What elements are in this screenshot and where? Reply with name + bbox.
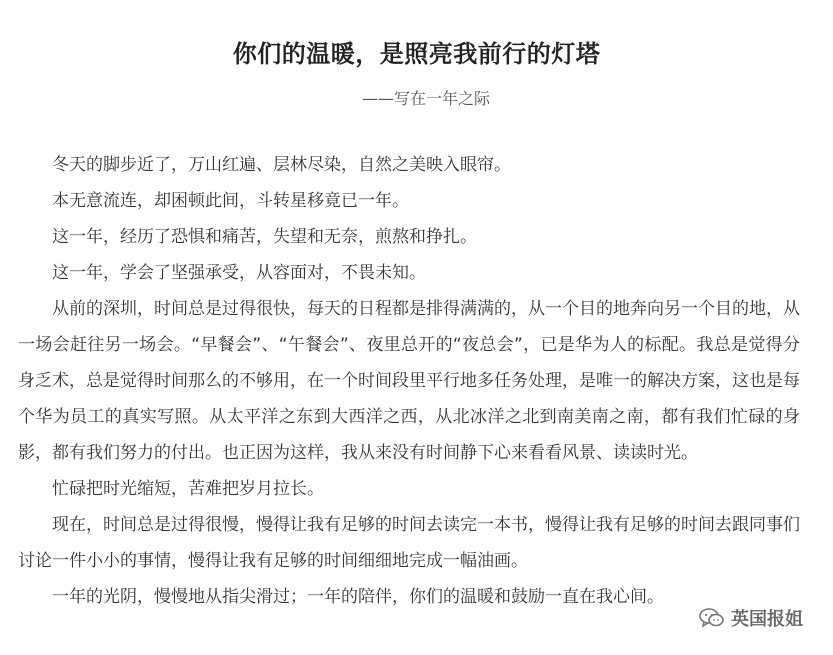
article-body xyxy=(18,147,800,615)
watermark xyxy=(695,603,807,633)
paragraph: 现在，时间总是过得很慢，慢得让我有足够的时间去读完一本书，慢得让我有足够的时间去跟同事们讨论一件小小的事情，慢得让我有足够的时间细细地完成一幅油画。 xyxy=(18,515,800,571)
paragraph: 从前的深圳，时间总是过得很快，每天的日程都是排得满满的，从一个目的地奔向另一个目的地，从一场会赶往另一场会。“早餐会”、“午餐会”、夜里总开的“夜总会”，已是华为人的标配。我总是觉得分身乏术，总是觉得时间那么的不够用，在一个时间段里平行地多任务处理，是唯一的解决方案，这也是每个华为员工的真实写照。从太平洋之东到大西洋之西，从北冰洋之北到南美南之南，都有我们忙碌的身影，都有我们努力的付出。也正因为这样，我从来没有时间静下心来看看风景、读读时光。 xyxy=(18,299,800,463)
paragraph: 冬天的脚步近了，万山红遍、层林尽染，自然之美映入眼帘。 xyxy=(52,155,511,175)
paragraph: 本无意流连，却困顿此间，斗转星移竟已一年。 xyxy=(52,191,409,211)
paragraph: 这一年，学会了坚强承受，从容面对，不畏未知。 xyxy=(52,263,426,283)
article-subtitle: ——写在一年之际 xyxy=(362,89,491,108)
paragraph: 忙碌把时光缩短，苦难把岁月拉长。 xyxy=(52,479,324,499)
paragraph: 一年的光阴，慢慢地从指尖滑过；一年的陪伴，你们的温暖和鼓励一直在我心间。 xyxy=(52,587,664,607)
article-title: 你们的温暖，是照亮我前行的灯塔 xyxy=(232,40,601,68)
paragraph: 这一年，经历了恐惧和痛苦，失望和无奈，煎熬和挣扎。 xyxy=(52,227,477,247)
watermark-text: 英国报姐 xyxy=(731,609,803,630)
wechat-icon xyxy=(699,608,725,628)
